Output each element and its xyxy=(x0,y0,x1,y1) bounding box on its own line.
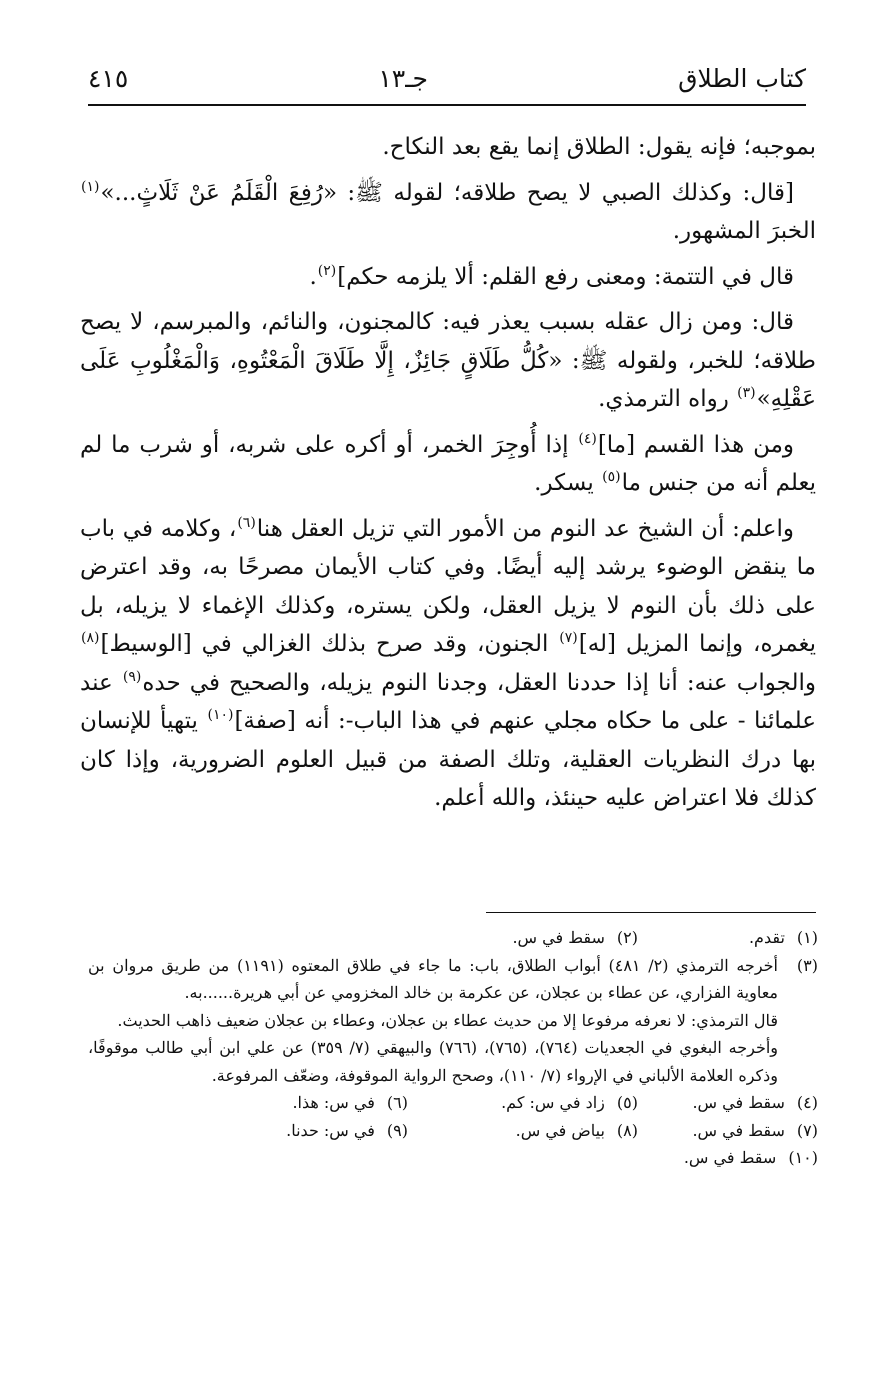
note-ref-9: (٩) xyxy=(122,668,142,685)
paragraph-3-text: قال في التتمة: ومعنى رفع القلم: ألا يلزمه حكم] xyxy=(337,263,794,290)
footnote-7-number: (٧) xyxy=(796,1120,818,1140)
note-ref-1: (١) xyxy=(81,178,100,195)
paragraph-4-text: قال: ومن زال عقله بسبب يعذر فيه: كالمجنون، والنائم، والمبرسم، لا يصح طلاقه؛ للخبر، ولقوله ﷺ: «كُلُّ طَلَاقٍ جَائِزٌ، إِلَّا طَلَاقَ الْمَعْتُوهِ، وَالْمَغْلُوبِ عَلَى عَقْلِهِ» xyxy=(80,309,816,412)
footnote-3-number: (٣) xyxy=(796,955,818,975)
footnotes xyxy=(88,924,818,1172)
footnote-3-text: أخرجه الترمذي (٢/ ٤٨١) أبواب الطلاق، باب: ما جاء في طلاق المعتوه (١١٩١) من طريق مروان بن معاوية الفزاري، عن عطاء بن عجلان، عن عكرمة بن خالد المخزومي عن أبي هريرة......به. xyxy=(88,955,778,1002)
paragraph-3-tail: . xyxy=(309,263,317,290)
footnote-row-1 xyxy=(88,924,818,952)
note-ref-6: (٦) xyxy=(237,514,256,531)
paragraph-4 xyxy=(80,303,816,419)
paragraph-2 xyxy=(80,174,816,251)
footnote-10-text: سقط في س. xyxy=(683,1148,777,1167)
footnote-7-text: سقط في س. xyxy=(692,1120,785,1140)
footnote-1-number: (١) xyxy=(796,928,818,947)
paragraph-5 xyxy=(80,426,816,503)
footnote-10 xyxy=(684,1144,818,1172)
paragraph-4-tail: رواه الترمذي. xyxy=(598,386,737,412)
paragraph-1-text: بموجبه؛ فإنه يقول: الطلاق إنما يقع بعد النكاح. xyxy=(382,134,816,160)
footnote-5-text: زاد في س: كم. xyxy=(501,1093,605,1112)
note-ref-3: (٣) xyxy=(737,385,756,402)
footnote-5-number: (٥) xyxy=(616,1093,638,1112)
footnote-1-text: تقدم. xyxy=(748,928,785,947)
footnote-7 xyxy=(638,1117,818,1145)
footnote-8 xyxy=(408,1117,638,1145)
footnote-3 xyxy=(88,952,818,1007)
note-ref-10: (١٠) xyxy=(207,707,234,724)
footnote-2 xyxy=(512,924,638,952)
paragraph-6-part-d: والجواب عنه: أنا إذا حددنا العقل، وجدنا النوم يزيله، والصحيح في حده xyxy=(142,669,816,696)
paragraph-6-text: واعلم: أن الشيخ عد النوم من الأمور التي تزيل العقل هنا xyxy=(256,515,795,542)
paragraph-2-text: [قال: وكذلك الصبي لا يصح طلاقه؛ لقوله ﷺ: «رُفِعَ الْقَلَمُ عَنْ ثَلَاثٍ...» xyxy=(100,179,794,206)
footnote-3-paragraph-2: قال الترمذي: لا نعرفه مرفوعا إلا من حديث عطاء بن عجلان، وعطاء بن عجلان ضعيف ذاهب الحديث. xyxy=(117,1010,778,1030)
footnote-9-number: (٩) xyxy=(386,1120,408,1140)
paragraph-5-tail: يسكر. xyxy=(534,470,602,496)
note-ref-5: (٥) xyxy=(602,469,621,486)
page-header xyxy=(88,58,806,98)
footnote-9-text: في س: حدنا. xyxy=(286,1120,375,1140)
note-ref-8: (٨) xyxy=(81,630,100,647)
footnote-row-4 xyxy=(88,1089,818,1117)
paragraph-5-middle: إذا أُوجِرَ الخمر، أو أكره على شربه، أو شرب ما لم يعلم أنه من جنس ما xyxy=(80,431,816,496)
page-number: ٤١٥ xyxy=(88,63,129,93)
main-text xyxy=(80,128,816,818)
note-ref-7: (٧) xyxy=(559,630,578,647)
footnote-6-number: (٦) xyxy=(386,1093,408,1112)
paragraph-6-part-c: الجنون، وقد صرح بذلك الغزالي في [الوسيط] xyxy=(100,631,559,657)
footnote-10-number: (١٠) xyxy=(788,1148,818,1167)
footnote-2-number: (٢) xyxy=(616,928,638,947)
footnote-2-text: سقط في س. xyxy=(512,928,605,947)
chapter-title: كتاب الطلاق xyxy=(678,63,806,93)
footnote-8-number: (٨) xyxy=(616,1120,638,1140)
paragraph-5-text: ومن هذا القسم [ما] xyxy=(597,431,795,458)
footnote-rule xyxy=(486,912,816,913)
footnote-4 xyxy=(638,1089,818,1117)
footnote-6 xyxy=(292,1089,408,1117)
footnote-5 xyxy=(408,1089,638,1117)
footnote-4-text: سقط في س. xyxy=(692,1093,785,1112)
paragraph-6-part-b: ، وكلامه في باب ما ينقض الوضوء يرشد إليه أيضًا. وفي كتاب الأيمان مصرحًا به، وقد اعترض على ذلك بأن النوم لا يزيل العقل، ولكن يستره، وكذلك الإغماء لا يزيله، بل يغمره، وإنما المزيل [له] xyxy=(80,515,816,657)
footnote-row-10 xyxy=(88,1144,818,1172)
paragraph-6-part-f: يتهيأ للإنسان بها درك النظريات العقلية، وتلك الصفة من قبيل العلوم الضرورية، وإذا كان كذلك فلا اعتراض عليه حينئذ، والله أعلم. xyxy=(80,708,816,811)
paragraph-6 xyxy=(80,510,816,818)
footnote-1 xyxy=(638,924,818,952)
footnote-8-text: بياض في س. xyxy=(515,1120,605,1140)
footnote-3-paragraph-3: وأخرجه البغوي في الجعديات (٧٦٤)، (٧٦٥)، (٧٦٦) والبيهقي (٧/ ٣٥٩) عن علي ابن أبي طالب موقوفًا، وذكره العلامة الألباني في الإرواء (٧/ ١١٠)، وصحح الرواية الموقوفة، وضعّف المرفوعة. xyxy=(88,1038,779,1085)
paragraph-3 xyxy=(80,258,816,297)
header-rule xyxy=(88,104,806,106)
footnote-4-number: (٤) xyxy=(796,1093,818,1112)
paragraph-1 xyxy=(80,128,816,167)
footnote-row-7 xyxy=(88,1117,818,1145)
note-ref-2: (٢) xyxy=(317,262,337,279)
note-ref-4: (٤) xyxy=(578,430,597,447)
footnote-6-text: في س: هذا. xyxy=(292,1093,375,1112)
paragraph-6-part-e: عند علمائنا - على ما حكاه مجلي عنهم في هذا الباب-: أنه [صفة] xyxy=(80,669,816,734)
volume-label: جـ١٣ xyxy=(378,63,428,93)
paragraph-2-tail: الخبرَ المشهور. xyxy=(672,218,816,244)
footnote-9 xyxy=(286,1117,408,1145)
